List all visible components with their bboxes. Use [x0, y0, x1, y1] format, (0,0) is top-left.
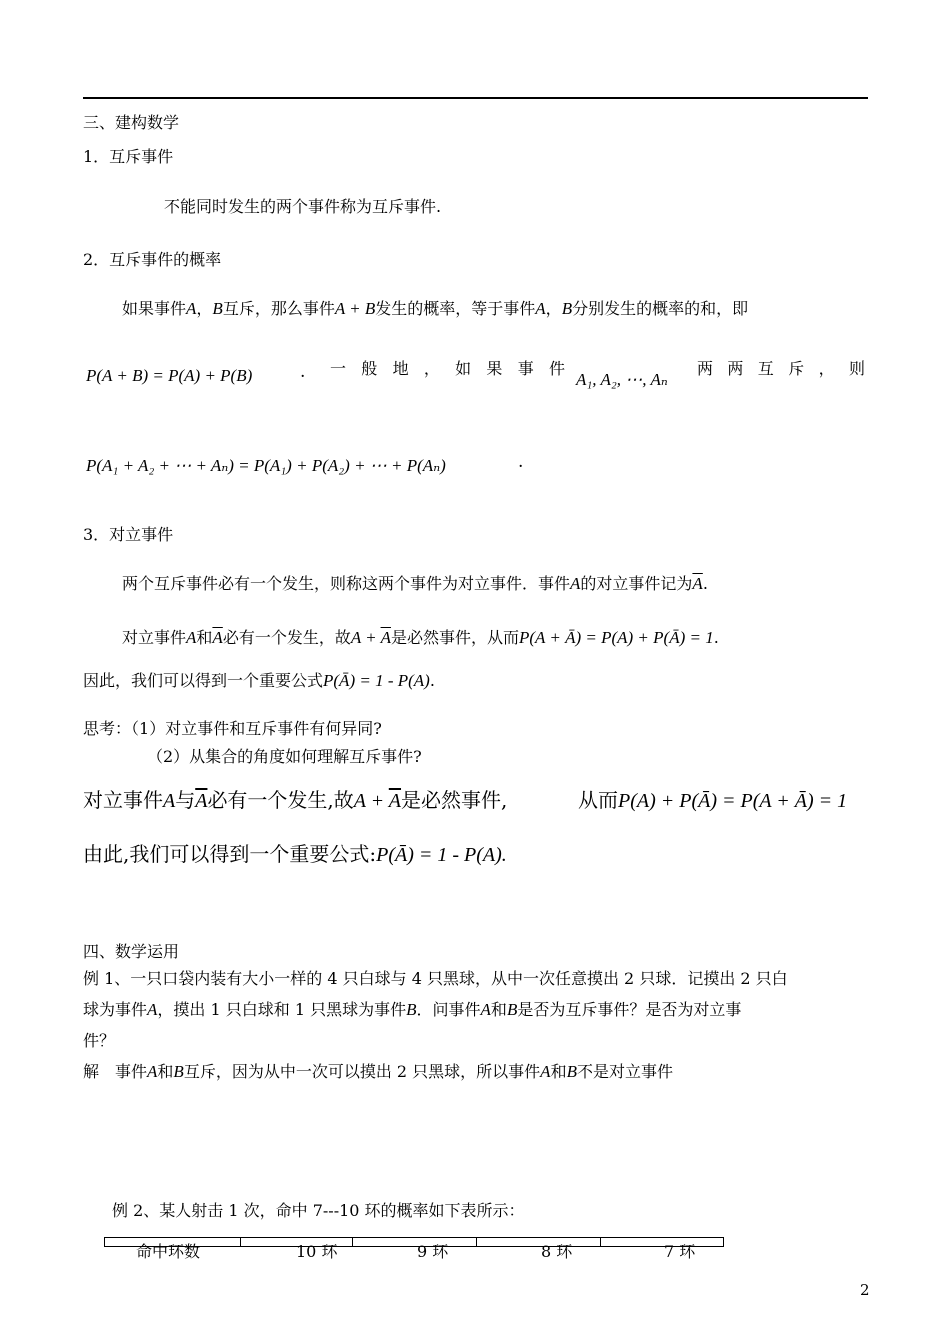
pairwise-mutually-exclusive: 两 两 互 斥 ， 则: [697, 359, 865, 378]
ex1-solution: 解 事件A和B互斥，因为从中一次可以摸出 2 只黑球，所以事件A和B不是对立事件: [83, 1062, 673, 1081]
formula-general-dot: .: [518, 452, 524, 472]
s2-paragraph: 如果事件A，B互斥，那么事件A + B发生的概率，等于事件A，B分别发生的概率的和，即: [122, 299, 749, 318]
formula-general-addition: P(A₁ + A₂ + ⋯ + Aₙ) = P(A₁) + P(A₂) + ⋯ + P(Aₙ): [86, 456, 446, 475]
general-statement: 一 般 地 ， 如 果 事 件: [330, 359, 565, 378]
ex1-line2: 球为事件A，摸出 1 只白球和 1 只黑球为事件B．问事件A和B是否为互斥事件？是否为对立事: [83, 1000, 742, 1019]
s2-title: 2．互斥事件的概率: [83, 250, 222, 269]
table-header-rings: 命中环数: [136, 1242, 201, 1261]
s1-definition: 不能同时发生的两个事件称为互斥事件.: [164, 197, 442, 216]
page-number: 2: [860, 1281, 870, 1299]
ex1-line1: 例 1、一只口袋内装有大小一样的 4 只白球与 4 只黑球，从中一次任意摸出 2 只球．记摸出 2 只白: [83, 969, 788, 988]
s3-formula-line: 因此，我们可以得到一个重要公式P(Ā) = 1 - P(A).: [83, 671, 435, 690]
big-formula-line: 由此,我们可以得到一个重要公式:P(Ā) = 1 - P(A).: [83, 842, 507, 866]
ex2-intro: 例 2、某人射击 1 次，命中 7---10 环的概率如下表所示：: [112, 1201, 525, 1220]
event-sequence: A₁, A₂, ⋯, Aₙ: [576, 370, 668, 389]
table-header-7: 7 环: [664, 1242, 696, 1261]
ex1-line3: 件？: [83, 1031, 116, 1050]
formula-addition-dot: .: [300, 362, 306, 382]
big-complement-formula: 从而P(A) + P(Ā) = P(A + Ā) = 1: [578, 788, 848, 812]
section4-title: 四、数学运用: [83, 942, 180, 961]
s3-title: 3．对立事件: [83, 525, 174, 544]
think-q1: 思考：（1）对立事件和互斥事件有何异同?: [83, 719, 382, 738]
s1-title: 1．互斥事件: [83, 147, 174, 166]
s3-complement-line: 对立事件A和$\overline{A}$必有一个发生，故$A + \overline{A}$是必然事件，从而P(A + Ā) = P(A) + P(Ā) = 1.: [122, 628, 719, 647]
s3-definition: 两个互斥事件必有一个发生，则称这两个事件为对立事件．事件A的对立事件记为$\overline{A}$.: [122, 574, 708, 593]
header-rule: [83, 97, 868, 99]
table-header-10: 10 环: [296, 1242, 338, 1261]
table-header-9: 9 环: [417, 1242, 449, 1261]
section3-title: 三、建构数学: [83, 113, 180, 132]
table-header-8: 8 环: [541, 1242, 573, 1261]
formula-addition: P(A + B) = P(A) + P(B): [86, 366, 253, 385]
think-q2: （2）从集合的角度如何理解互斥事件?: [147, 747, 422, 766]
big-complement-line: 对立事件A与$\overline{A}$必有一个发生,故$A + \overline{A}$是必然事件,: [83, 788, 508, 812]
